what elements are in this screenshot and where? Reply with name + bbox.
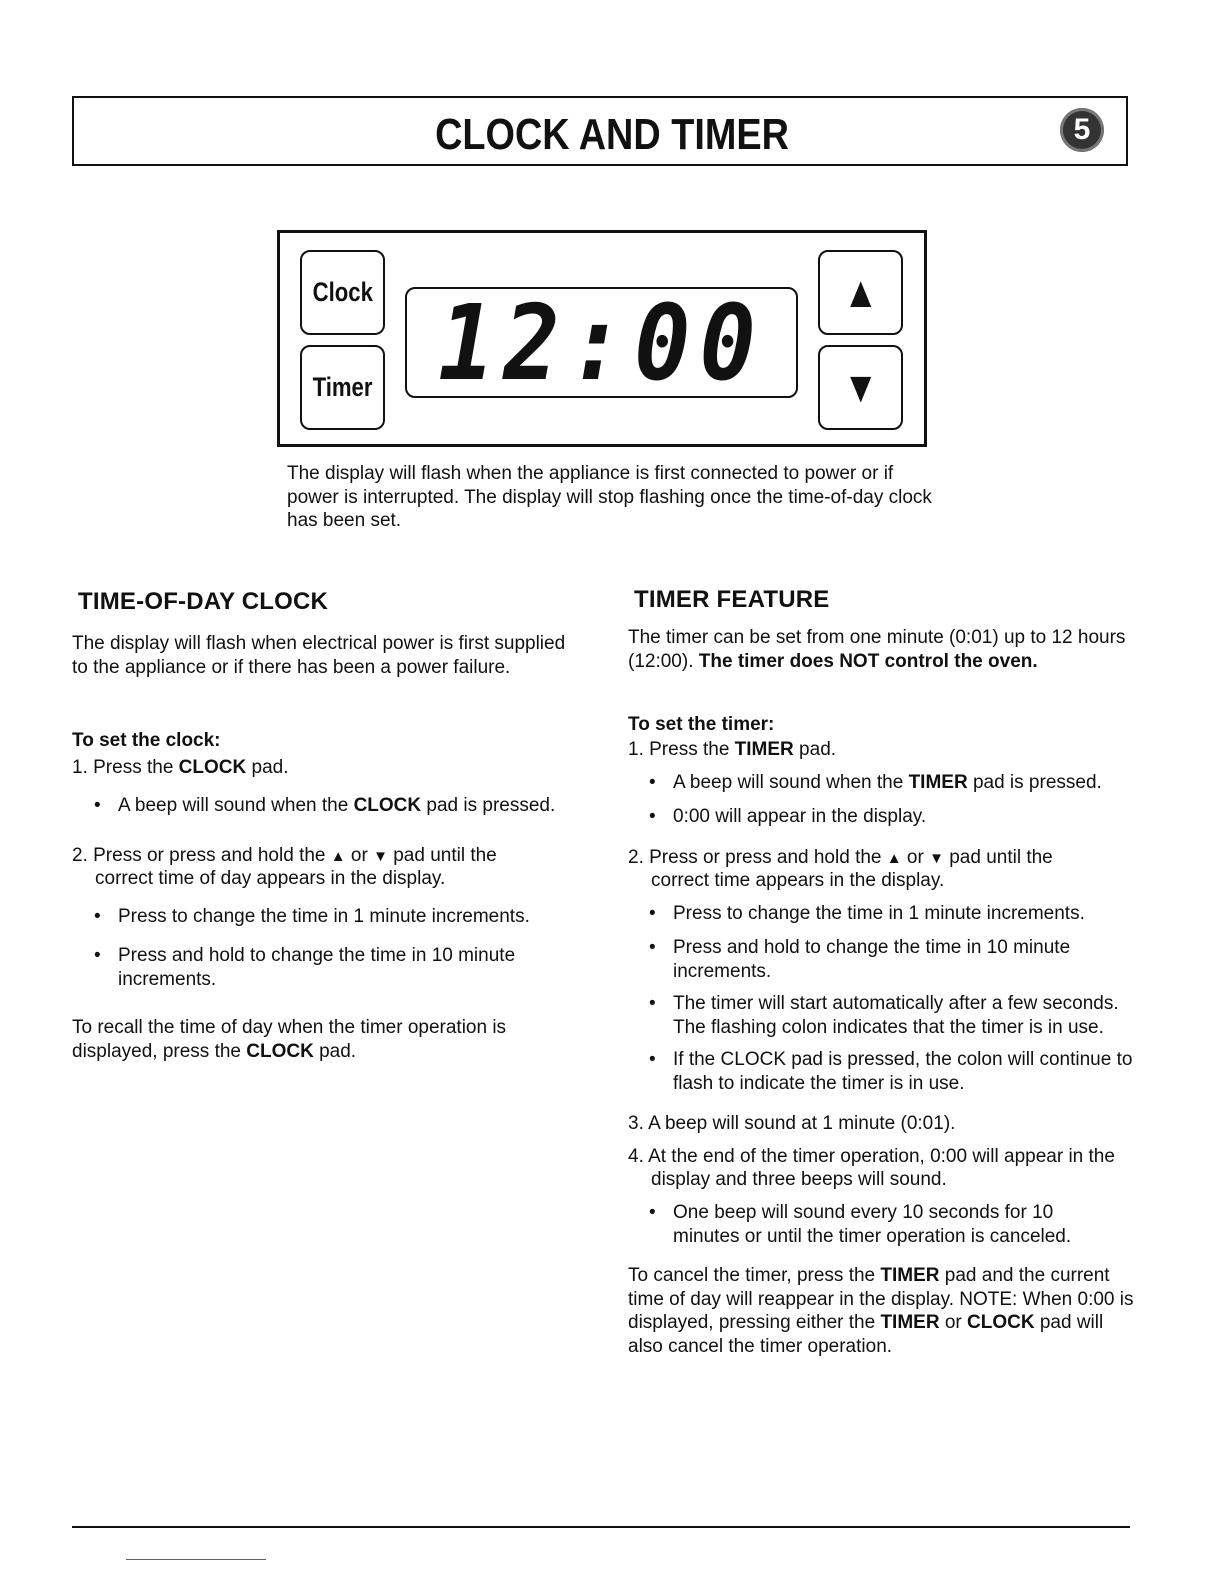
clock-step-1: 1. Press the CLOCK pad.	[72, 757, 289, 778]
timer-feature-heading: TIMER FEATURE	[634, 586, 830, 613]
figure-caption: The display will flash when the appliance is first connected to power or if power is interrupted. The display will stop flashing once the time-of-day clock has been set.	[287, 463, 932, 531]
clock-recall-note: To recall the time of day when the timer operation is displayed, press the CLOCK pad.	[72, 1017, 507, 1062]
timer-step-3: 3. A beep will sound at 1 minute (0:01).	[628, 1113, 956, 1134]
timer-step-2-cont: correct time appears in the display.	[651, 870, 945, 891]
timer-bullet-reminder: • One beep will sound every 10 seconds for 10 minutes or until the timer operation is canceled.	[673, 1201, 1123, 1248]
timer-bullet-display: • 0:00 will appear in the display.	[673, 805, 1143, 829]
timer-step-1: 1. Press the TIMER pad.	[628, 739, 837, 760]
clock-bullet-beep: • A beep will sound when the CLOCK pad is pressed.	[118, 794, 598, 818]
clock-bullet-10min: • Press and hold to change the time in 10 minute increments.	[118, 944, 578, 991]
clock-pad	[300, 250, 385, 335]
footer-link-rule	[126, 1559, 266, 1560]
display-readout: 12:00	[438, 281, 765, 404]
footer-rule	[72, 1526, 1130, 1528]
up-arrow-icon: ▲	[330, 848, 346, 865]
timer-bullet-beep: • A beep will sound when the TIMER pad is pressed.	[673, 771, 1143, 795]
up-arrow-icon: ▲	[886, 850, 902, 867]
clock-pad-label: Clock	[312, 277, 373, 307]
clock-step-2: 2. Press or press and hold the ▲ or ▼ pad until the	[72, 845, 497, 866]
set-timer-subheading: To set the timer:	[628, 714, 775, 735]
timer-pad	[300, 345, 385, 430]
clock-step-2-cont: correct time of day appears in the display.	[95, 868, 446, 889]
set-clock-subheading: To set the clock:	[72, 730, 221, 751]
down-arrow-pad	[818, 345, 903, 430]
timer-cancel-note: To cancel the timer, press the TIMER pad and the current time of day will reappear in the display. NOTE: When 0:00 is displayed, pressing either the TIMER or CLOCK pad will also cancel the timer operation.	[628, 1265, 1134, 1357]
up-arrow-icon: ▲	[842, 267, 879, 317]
timer-step-4: 4. At the end of the timer operation, 0:00 will appear in the	[628, 1146, 1115, 1167]
down-arrow-icon: ▼	[373, 848, 388, 865]
timer-step-2: 2. Press or press and hold the ▲ or ▼ pad until the	[628, 847, 1053, 868]
down-arrow-icon: ▼	[929, 850, 944, 867]
timer-bullet-10min: • Press and hold to change the time in 10 minute increments.	[673, 936, 1113, 983]
timer-intro: The timer can be set from one minute (0:01) up to 12 hours (12:00). The timer does NOT control the oven.	[628, 627, 1126, 672]
clock-intro: The display will flash when electrical power is first supplied to the appliance or if there has been a power failure.	[72, 633, 566, 678]
timer-bullet-auto-start: • The timer will start automatically after a few seconds. The flashing colon indicates that the timer is in use.	[673, 992, 1143, 1039]
timer-bullet-colon: • If the CLOCK pad is pressed, the colon will continue to flash to indicate the timer is in use.	[673, 1048, 1143, 1095]
down-arrow-icon: ▼	[842, 362, 879, 412]
up-arrow-pad	[818, 250, 903, 335]
page-title: CLOCK AND TIMER	[435, 110, 789, 159]
timer-pad-label: Timer	[312, 372, 373, 402]
timer-bullet-1min: • Press to change the time in 1 minute increments.	[673, 902, 1143, 926]
section-number-badge: 5	[1060, 108, 1104, 152]
clock-bullet-1min: • Press to change the time in 1 minute increments.	[118, 905, 598, 929]
time-of-day-clock-heading: TIME-OF-DAY CLOCK	[78, 588, 329, 615]
timer-step-4-cont: display and three beeps will sound.	[651, 1169, 947, 1190]
